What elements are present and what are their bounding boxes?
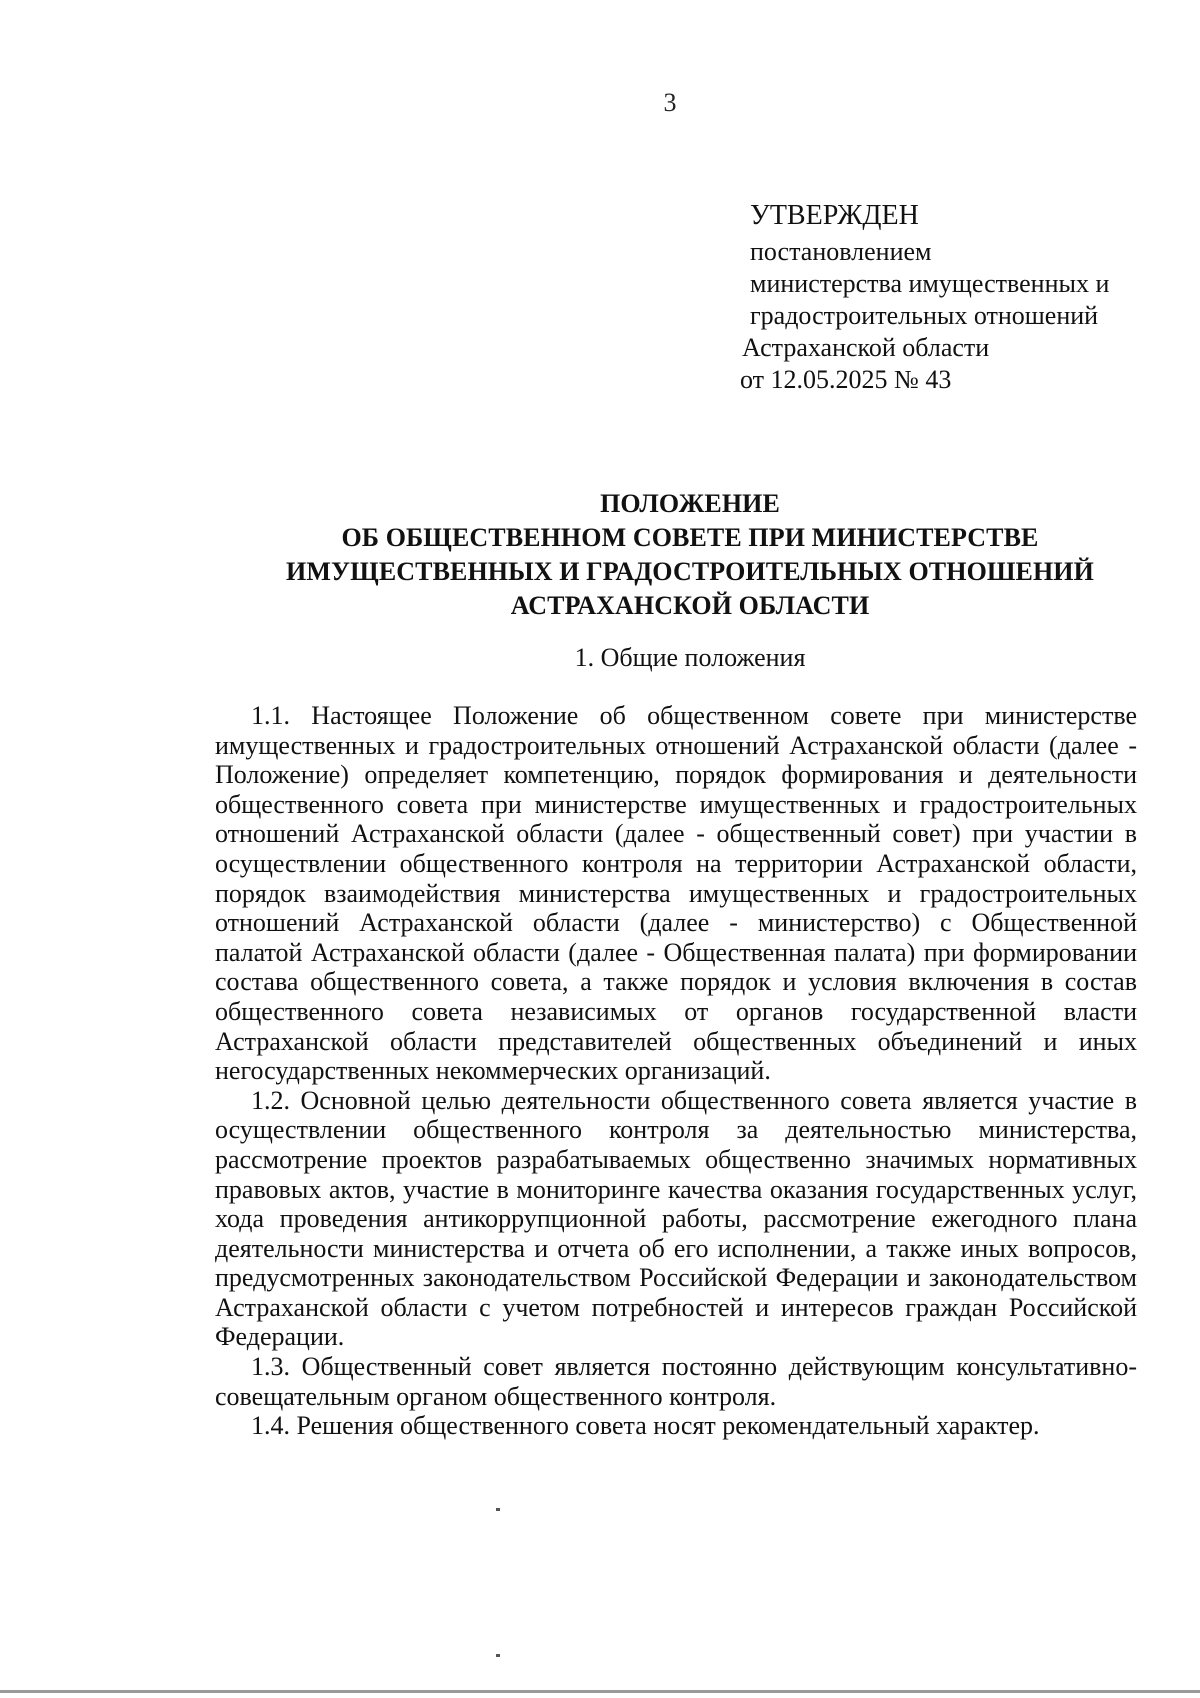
- document-subtitle: ОБ ОБЩЕСТВЕННОМ СОВЕТЕ ПРИ МИНИСТЕРСТВЕ ИМУЩЕСТВЕННЫХ И ГРАДОСТРОИТЕЛЬНЫХ ОТНОШЕНИЙ АСТРАХАНСКОЙ ОБЛАСТИ: [286, 523, 1094, 620]
- approval-date-number: от 12.05.2025 № 43: [740, 365, 952, 394]
- approval-line: градостроительных отношений: [750, 301, 1099, 330]
- paragraph: 1.2. Основной целью деятельности общественного совета является участие в осуществлении общественного контроля за деятельностью министерства, рассмотрение проектов разрабатываемых общественно значимых нормативных правовых актов, участие в мониторинге качества оказания государственных услуг, хода проведения антикоррупционной работы, рассмотрение ежегодного плана деятельности министерства и отчета об его исполнении, а также иных вопросов, предусмотренных законодательством Российской Федерации и законодательством Астраханской области с учетом потребностей и интересов граждан Российской Федерации.: [215, 1085, 1137, 1352]
- scan-speck: [496, 1508, 500, 1511]
- approval-status: УТВЕРЖДЕН: [750, 200, 919, 231]
- scan-speck: [496, 1654, 500, 1657]
- paragraph: 1.4. Решения общественного совета носят рекомендательный характер.: [251, 1411, 1040, 1441]
- document-heading: [240, 487, 1140, 623]
- approval-line: министерства имущественных и: [750, 269, 1110, 298]
- paragraph: 1.3. Общественный совет является постоянно действующим консультативно-совещательным органом общественного контроля.: [215, 1352, 1137, 1411]
- section-body: [215, 701, 1137, 1441]
- paragraph: 1.1. Настоящее Положение об общественном совете при министерстве имущественных и градостроительных отношений Астраханской области (далее - Положение) определяет компетенцию, порядок формирования и деятельности общественного совета при министерстве имущественных и градостроительных отношений Астраханской области (далее - общественный совет) при участии в осуществлении общественного контроля на территории Астраханской области, порядок взаимодействия министерства имущественных и градостроительных отношений Астраханской области (далее - министерство) с Общественной палатой Астраханской области (далее - Общественная палата) при формировании состава общественного совета, а также порядок и условия включения в состав общественного совета независимых от органов государственной власти Астраханской области представителей общественных объединений и иных негосударственных некоммерческих организаций.: [215, 701, 1137, 1086]
- section-title: 1. Общие положения: [574, 643, 806, 672]
- approval-line: постановлением: [750, 237, 932, 266]
- approval-line: Астраханской области: [742, 333, 990, 362]
- document-title: ПОЛОЖЕНИЕ: [600, 489, 780, 518]
- approval-stamp: [740, 200, 1110, 396]
- page-number: 3: [663, 88, 677, 117]
- scan-edge-line: [0, 1690, 1200, 1693]
